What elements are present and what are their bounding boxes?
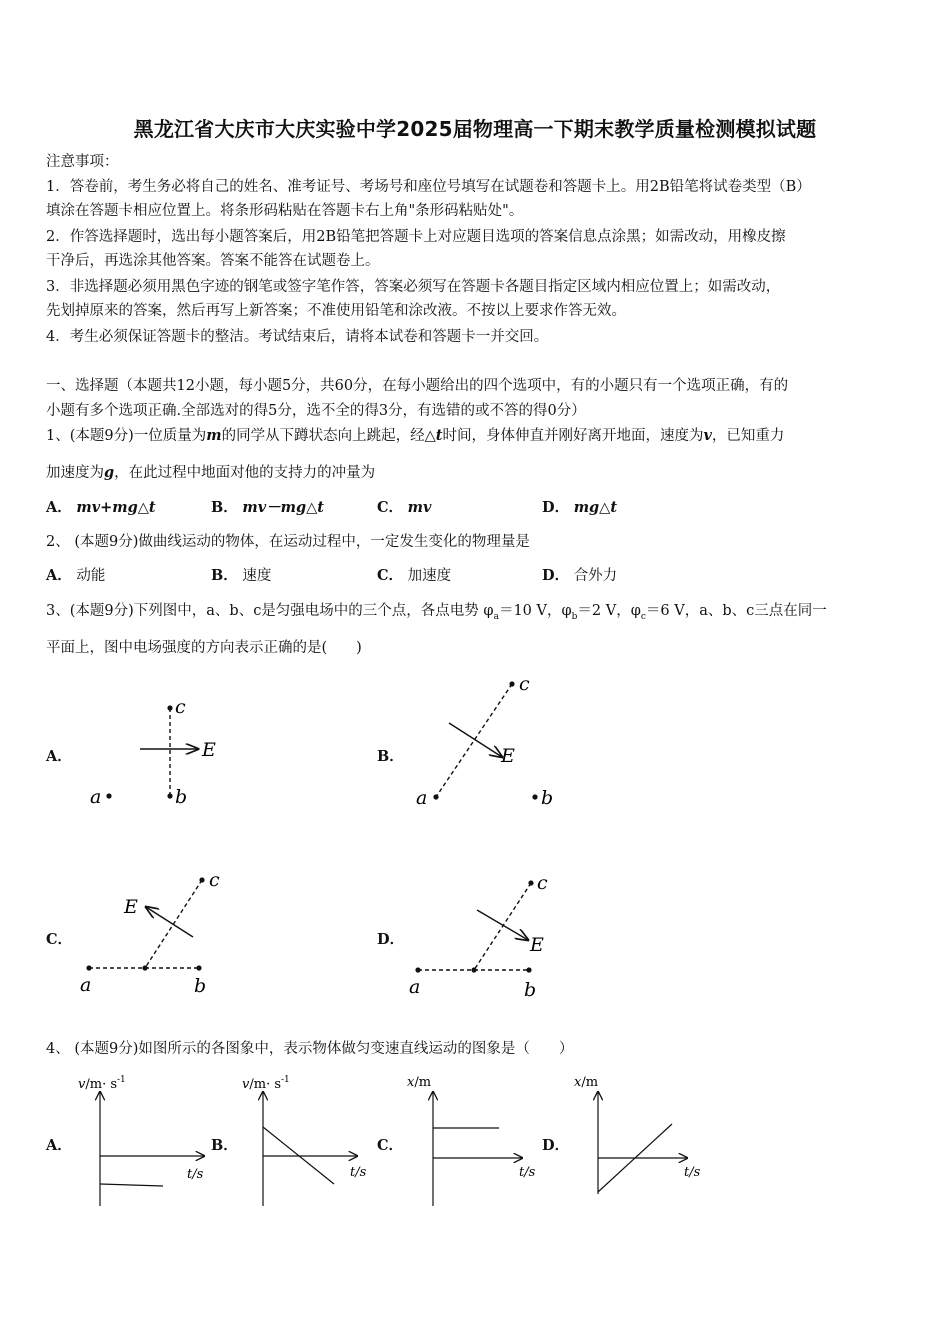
label-c: c [175,696,186,718]
notice-line: 先划掉原来的答案，然后再写上新答案；不准使用铅笔和涂改液。不按以上要求作答无效。 [46,303,626,319]
notice-line: 2．作答选择题时，选出每小题答案后，用2B铅笔把答题卡上对应题目选项的答案信息点涂黑；如需改动，用橡皮擦 [46,229,786,245]
notice-line: 填涂在答题卡相应位置上。将条形码粘贴在答题卡右上角"条形码粘贴处"。 [46,203,524,219]
y-axis-label: $v/m\cdot s^{-1}$ [242,1075,290,1092]
label-c: c [209,869,220,891]
q3-diagram-a [80,690,240,820]
q2-option-c[interactable]: C． 加速度 [377,567,452,584]
notice-line: 干净后，再选涂其他答案。答案不能答在试题卷上。 [46,253,380,269]
q2-option-d[interactable]: D． 合外力 [542,567,618,584]
q4-graph-b [240,1070,375,1210]
label-b: b [175,786,188,808]
q2-option-a[interactable]: A． 动能 [46,567,106,584]
label-c: c [519,673,530,695]
q2-option-b[interactable]: B． 速度 [211,567,272,584]
label-b: b [524,979,537,1000]
notice-line: 1．答卷前，考生务必将自己的姓名、准考证号、考场号和座位号填写在试题卷和答题卡上。用2B铅笔将试卷类型（B） [46,179,811,195]
notice-heading: 注意事项： [46,154,119,170]
page-title: 黑龙江省大庆市大庆实验中学2025届物理高一下期末教学质量检测模拟试题 [133,117,817,141]
y-axis-label: x/m [574,1075,599,1090]
label-e: E [501,745,515,767]
label-b: b [541,787,554,809]
q3-diagram-d [400,865,575,1000]
q3-option-a[interactable]: A． [46,748,72,765]
x-axis-label: t/s [187,1167,204,1182]
notice-line: 3．非选择题必须用黑色字迹的钢笔或签字笔作答，答案必须写在答题卡各题目指定区域内相应位置上；如需改动， [46,279,781,295]
q4-stem: 4、 (本题9分)如图所示的各图象中，表示物体做匀变速直线运动的图象是（ ） [46,1041,574,1057]
q4-graph-a [75,1070,210,1210]
label-a: a [90,786,102,808]
label-a: a [80,974,92,996]
label-e: E [202,739,216,761]
label-a: a [416,787,428,809]
q3-option-d[interactable]: D． [377,931,405,948]
y-axis-label: x/m [407,1075,432,1090]
q3-diagram-c [70,865,240,1000]
label-a: a [409,976,421,998]
q1-stem-line2: 加速度为g，在此过程中地面对他的支持力的冲量为 [46,464,376,481]
x-axis-label: t/s [684,1165,701,1180]
q4-graph-d [570,1070,705,1210]
q4-option-c[interactable]: C． [377,1137,404,1154]
q1-stem-line1: 1、(本题9分)一位质量为m的同学从下蹲状态向上跳起，经△t时间，身体伸直并刚好离开地面，速度为v，已知重力 [46,427,785,444]
q1-option-d[interactable]: D． mg△t [542,499,618,516]
label-e: E [124,896,138,918]
q3-option-c[interactable]: C． [46,931,73,948]
x-axis-label: t/s [350,1165,367,1180]
q3-diagram-b [405,672,580,817]
section-heading-line1: 一、选择题（本题共12小题，每小题5分，共60分，在每小题给出的四个选项中，有的小题只有一个选项正确，有的 [46,378,789,394]
notice-line: 4．考生必须保证答题卡的整洁。考试结束后，请将本试卷和答题卡一并交回。 [46,329,549,345]
q3-option-b[interactable]: B． [377,748,404,765]
q4-option-b[interactable]: B． [211,1137,238,1154]
q1-option-a[interactable]: A． mv+mg△t [46,499,156,516]
y-axis-label: $v/m\cdot s^{-1}$ [78,1075,126,1092]
label-e: E [530,934,544,956]
q2-stem: 2、 (本题9分)做曲线运动的物体，在运动过程中，一定发生变化的物理量是 [46,534,530,550]
x-axis-label: t/s [519,1165,536,1180]
q4-option-d[interactable]: D． [542,1137,570,1154]
q3-stem-line1: 3、(本题9分)下列图中，a、b、c是匀强电场中的三个点，各点电势 $\varphi_a=10$ V，$\varphi_b=2$ V，$\varphi_c=6$ V，a、b、c三点在同一 [46,603,827,622]
q1-option-b[interactable]: B． mv－mg△t [211,499,324,516]
label-b: b [194,975,207,997]
q1-option-c[interactable]: C． mv [377,499,432,516]
label-c: c [537,872,548,894]
q4-graph-c [405,1070,540,1210]
q3-stem-line2: 平面上，图中电场强度的方向表示正确的是( ) [46,640,362,656]
section-heading-line2: 小题有多个选项正确.全部选对的得5分，选不全的得3分，有选错的或不答的得0分） [46,403,586,419]
q4-option-a[interactable]: A． [46,1137,72,1154]
